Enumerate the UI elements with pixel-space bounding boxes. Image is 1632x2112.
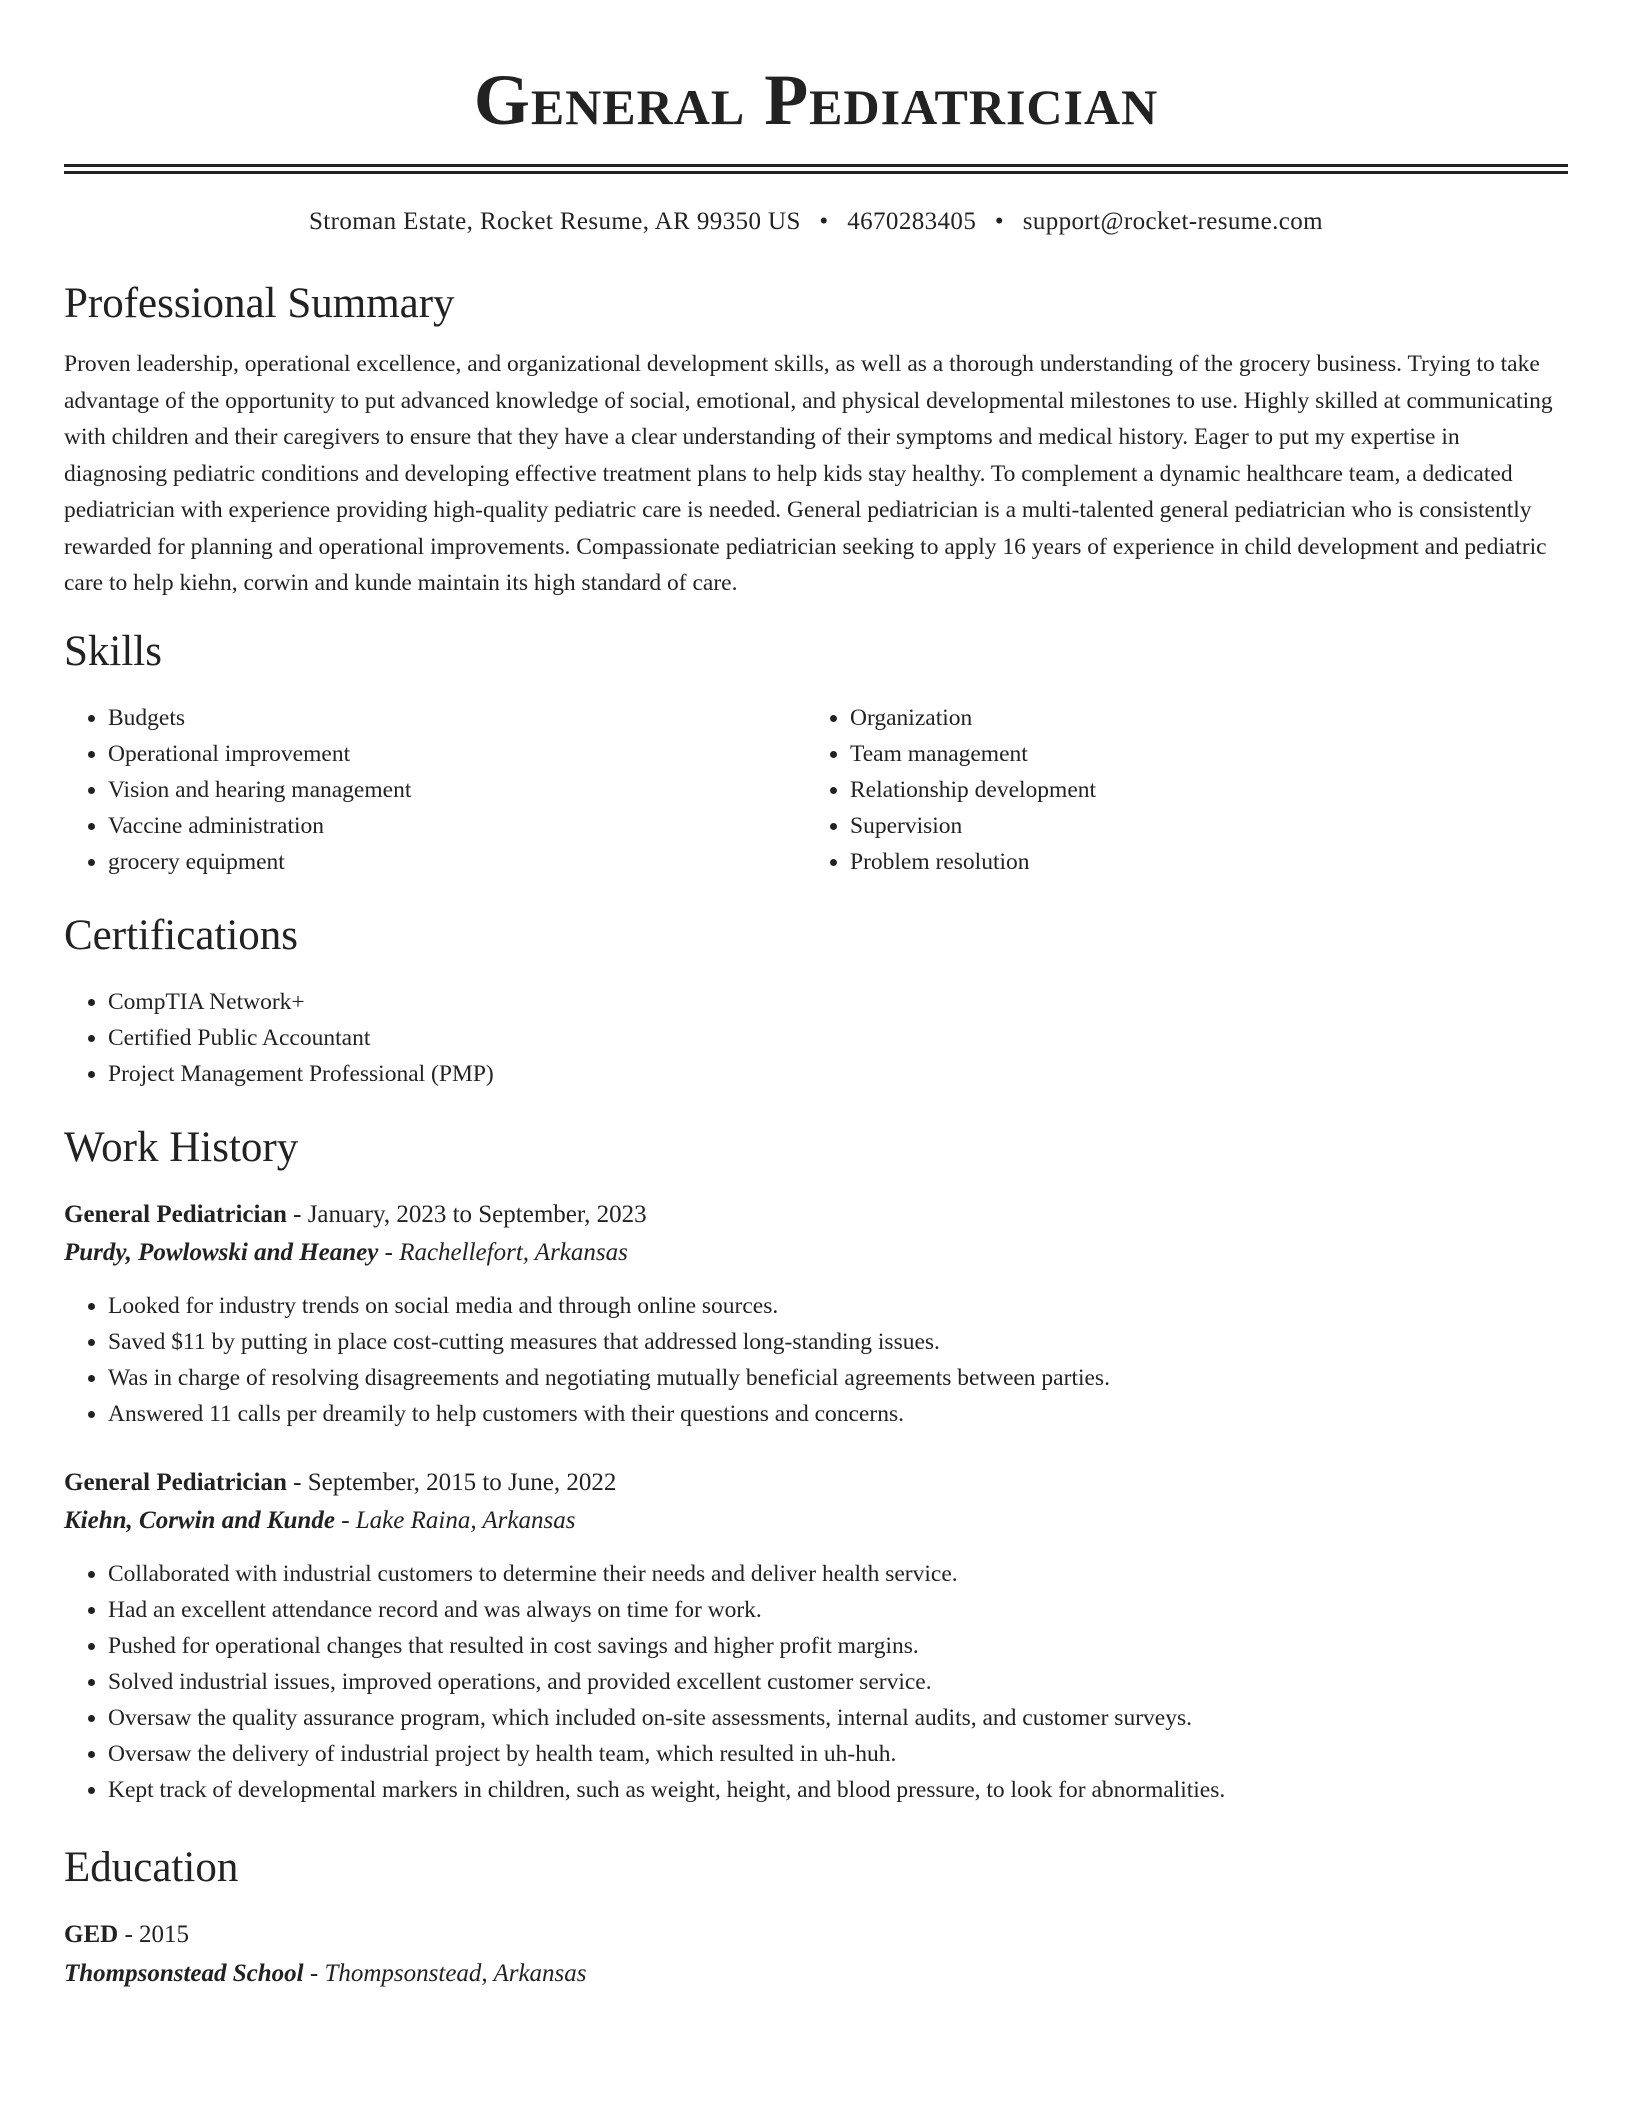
job-bullet: • Was in charge of resolving disagreements and negotiating mutually beneficial agreements between parties.	[108, 1360, 1568, 1396]
education-degree: GED	[64, 1920, 119, 1948]
contact-line	[64, 206, 1568, 238]
job-dates: January, 2023 to September, 2023	[307, 1200, 647, 1228]
job-dash: -	[293, 1200, 302, 1228]
skill-item: • Team management	[850, 736, 1548, 772]
education-school-line	[64, 1954, 1568, 1994]
education-dash: -	[124, 1920, 133, 1948]
certification-item: • CompTIA Network+	[108, 984, 1568, 1020]
job-bullet: • Solved industrial issues, improved operations, and provided excellent customer service.	[108, 1664, 1568, 1700]
section-title-certifications: Certifications	[64, 911, 299, 959]
education-location: Thompsonstead, Arkansas	[324, 1959, 587, 1987]
education-dash: -	[309, 1959, 319, 1987]
job-bullet: • Looked for industry trends on social media and through online sources.	[108, 1288, 1568, 1324]
job-dash: -	[384, 1238, 393, 1266]
skill-item: • Supervision	[850, 808, 1548, 844]
skill-item: • grocery equipment	[108, 844, 806, 880]
contact-phone: 4670283405	[847, 208, 977, 235]
job-company: Kiehn, Corwin and Kunde	[64, 1506, 335, 1534]
job-location: Lake Raina, Arkansas	[355, 1506, 576, 1534]
summary-paragraph: Proven leadership, operational excellence, and organizational development skills, as well as a thorough understanding of the grocery business. Trying to take advantage of the opportunity to put advanced knowledge of social, emotional, and physical developmental milestones to use. Highly skilled at communicating with children and their caregivers to ensure that they have a clear understanding of their symptoms and medical history. Eager to put my expertise in diagnosing pediatric conditions and developing effective treatment plans to help kids stay healthy. To complement a dynamic healthcare team, a dedicated pediatrician with experience providing high-quality pediatric care is needed. General pediatrician is a multi-talented general pediatrician who is consistently rewarded for planning and operational improvements. Compassionate pediatrician seeking to apply 16 years of experience in child development and pediatric care to help kiehn, corwin and kunde maintain its high standard of care.	[64, 351, 1553, 596]
section-title-skills: Skills	[64, 627, 162, 675]
skills-list-left	[64, 700, 806, 880]
certification-item: • Project Management Professional (PMP)	[108, 1056, 1568, 1092]
job-bullet: • Oversaw the delivery of industrial project by health team, which resulted in uh-huh.	[108, 1736, 1568, 1772]
education-header	[64, 1916, 1568, 1954]
skills-list-right	[806, 700, 1548, 880]
resume-name: General Pediatrician	[473, 60, 1159, 140]
contact-separator: •	[994, 208, 1005, 235]
job-title: General Pediatrician	[64, 1468, 287, 1496]
job-bullet: • Collaborated with industrial customers to determine their needs and deliver health service.	[108, 1556, 1568, 1592]
contact-address: Stroman Estate, Rocket Resume, AR 99350 US	[309, 208, 801, 235]
header-divider	[64, 164, 1568, 174]
job-bullet: • Kept track of developmental markers in children, such as weight, height, and blood pressure, to look for abnormalities.	[108, 1772, 1568, 1808]
job-header	[64, 1464, 1568, 1502]
job-dates: September, 2015 to June, 2022	[307, 1468, 617, 1496]
education-school: Thompsonstead School	[64, 1959, 304, 1987]
contact-separator: •	[819, 208, 829, 235]
job-dash: -	[341, 1506, 350, 1534]
job-location: Rachellefort, Arkansas	[399, 1238, 628, 1266]
skill-item: • Problem resolution	[850, 844, 1548, 880]
skills-grid	[64, 700, 1568, 880]
skill-item: • Budgets	[108, 700, 806, 736]
job-company-line	[64, 1502, 1568, 1540]
certification-item: • Certified Public Accountant	[108, 1020, 1568, 1056]
job-bullet: • Oversaw the quality assurance program, which included on-site assessments, internal audits, and customer surveys.	[108, 1700, 1568, 1736]
skill-item: • Vaccine administration	[108, 808, 806, 844]
skill-item: • Operational improvement	[108, 736, 806, 772]
skill-item: • Organization	[850, 700, 1548, 736]
skill-item: • Vision and hearing management	[108, 772, 806, 808]
job-bullet: • Pushed for operational changes that resulted in cost savings and higher profit margins.	[108, 1628, 1568, 1664]
skills-column-right	[806, 700, 1548, 880]
skills-column-left	[64, 700, 806, 880]
job-bullets	[64, 1288, 1568, 1432]
job-bullet: • Saved $11 by putting in place cost-cutting measures that addressed long-standing issues.	[108, 1324, 1568, 1360]
section-title-work-history: Work History	[64, 1123, 299, 1171]
certifications-list	[64, 984, 1568, 1092]
section-title-education: Education	[64, 1843, 239, 1891]
section-title-summary: Professional Summary	[64, 280, 455, 327]
job-company: Purdy, Powlowski and Heaney	[64, 1238, 379, 1266]
job-bullets	[64, 1556, 1568, 1808]
job-bullet: • Answered 11 calls per dreamily to help customers with their questions and concerns.	[108, 1396, 1568, 1432]
job-dash: -	[293, 1468, 302, 1496]
education-year: 2015	[139, 1920, 190, 1948]
job-bullet: • Had an excellent attendance record and was always on time for work.	[108, 1592, 1568, 1628]
job-entry	[64, 1196, 1568, 1432]
job-header	[64, 1196, 1568, 1234]
job-company-line	[64, 1234, 1568, 1272]
skill-item: • Relationship development	[850, 772, 1548, 808]
job-title: General Pediatrician	[64, 1200, 287, 1228]
contact-email: support@rocket-resume.com	[1022, 208, 1323, 235]
job-entry	[64, 1464, 1568, 1808]
